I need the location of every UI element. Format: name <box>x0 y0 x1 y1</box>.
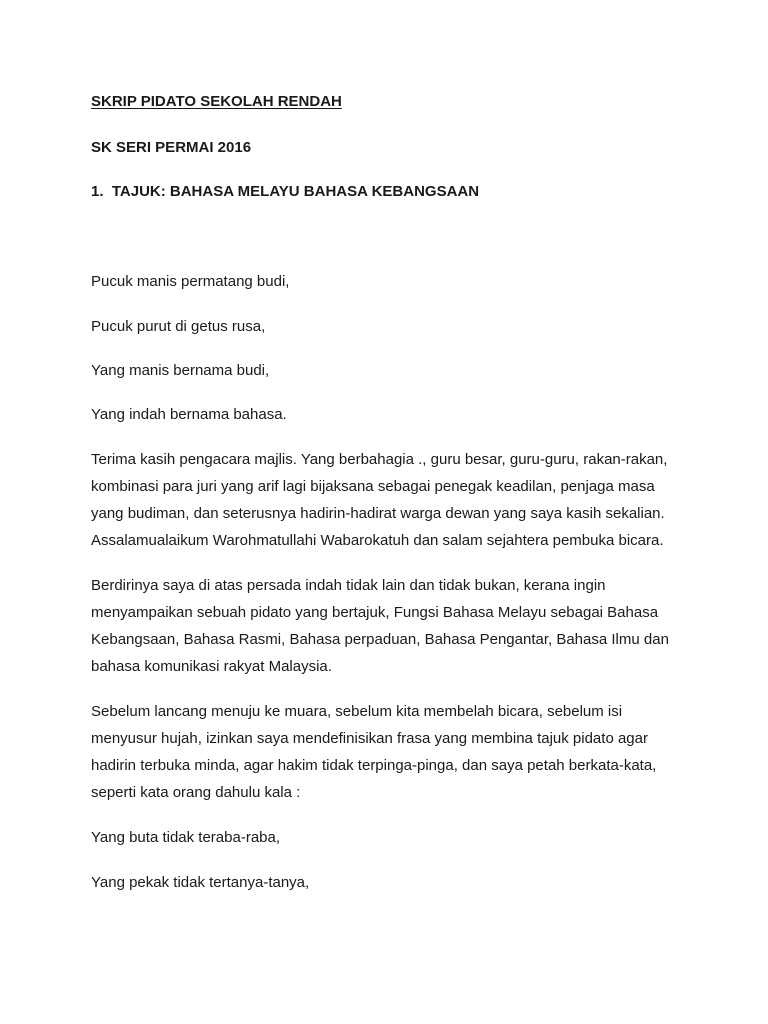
paragraph-line: Sebelum lancang menuju ke muara, sebelum kita membelah bicara, sebelum isi <box>91 703 623 720</box>
pantun-line: Yang manis bernama budi, <box>91 362 270 379</box>
closing-line: Yang pekak tidak tertanya-tanya, <box>91 874 310 891</box>
pantun-line: Yang indah bernama bahasa. <box>91 406 287 423</box>
paragraph-line: Terima kasih pengacara majlis. Yang berbahagia ., guru besar, guru-guru, rakan-rakan, <box>91 451 668 468</box>
paragraph-line: seperti kata orang dahulu kala : <box>91 784 301 801</box>
pantun-line: Pucuk manis permatang budi, <box>91 273 290 290</box>
paragraph-line: menyampaikan sebuah pidato yang bertajuk, Fungsi Bahasa Melayu sebagai Bahasa <box>91 604 659 621</box>
paragraph-line: Kebangsaan, Bahasa Rasmi, Bahasa perpaduan, Bahasa Pengantar, Bahasa Ilmu dan <box>91 631 669 648</box>
topic-heading: 1. TAJUK: BAHASA MELAYU BAHASA KEBANGSAAN <box>91 183 480 200</box>
pantun-line: Pucuk purut di getus rusa, <box>91 318 266 335</box>
paragraph-line: kombinasi para juri yang arif lagi bijaksana sebagai penegak keadilan, penjaga masa <box>91 478 655 495</box>
school-heading: SK SERI PERMAI 2016 <box>91 139 252 156</box>
paragraph-line: bahasa komunikasi rakyat Malaysia. <box>91 658 332 675</box>
paragraph-purpose <box>91 572 691 680</box>
paragraph-greeting <box>91 446 691 554</box>
paragraph-line: Assalamualaikum Warohmatullahi Wabarokatuh dan salam sejahtera pembuka bicara. <box>91 532 664 549</box>
paragraph-line: menyusur hujah, izinkan saya mendefinisikan frasa yang membina tajuk pidato agar <box>91 730 648 747</box>
closing-line: Yang buta tidak teraba-raba, <box>91 829 281 846</box>
paragraph-line: Berdirinya saya di atas persada indah tidak lain dan tidak bukan, kerana ingin <box>91 577 606 594</box>
paragraph-line: yang budiman, dan seterusnya hadirin-hadirat warga dewan yang saya kasih sekalian. <box>91 505 665 522</box>
paragraph-definition <box>91 698 691 806</box>
document-title: SKRIP PIDATO SEKOLAH RENDAH <box>91 93 342 110</box>
paragraph-line: hadirin terbuka minda, agar hakim tidak terpinga-pinga, dan saya petah berkata-kata, <box>91 757 657 774</box>
